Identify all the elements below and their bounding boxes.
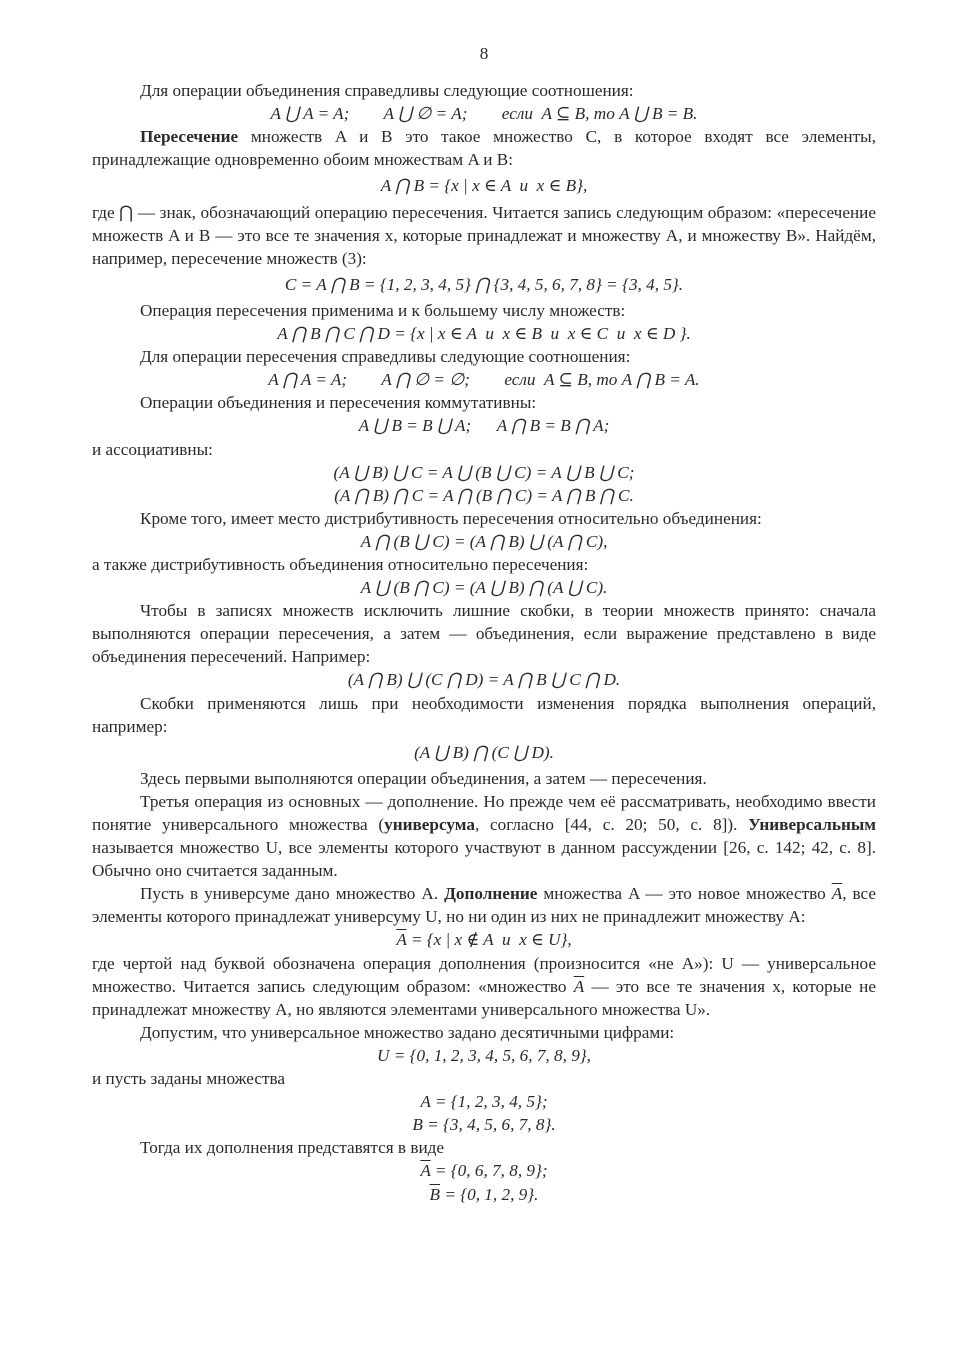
formula-text: A ⋂ B ⋂ C ⋂ D = {x | x ∈ A и x ∈ B и x ∈ C и x ∈ D }.: [277, 324, 691, 344]
formula: [92, 414, 876, 437]
formula-text: A ⋂ (B ⋃ C) = (A ⋂ B) ⋃ (A ⋂ C),: [360, 531, 608, 551]
formula-text: A = {1, 2, 3, 4, 5};: [420, 1092, 548, 1112]
paragraph: [92, 125, 876, 171]
text-run: , все элементы которого принадлежат универсуму U, но ни один из них не принадлежит множеству A:: [92, 884, 876, 927]
paragraph-text: Операция пересечения применима и к большему числу множеств:: [140, 300, 626, 320]
overlined-symbol: $\overline{B}$: [429, 1184, 441, 1204]
paragraph: [92, 79, 876, 102]
paragraph-text: и ассоциативны:: [92, 439, 213, 459]
paragraph: [92, 553, 876, 576]
paragraph-text: Допустим, что универсальное множество задано десятичными цифрами:: [140, 1022, 675, 1042]
formula: [92, 1044, 876, 1067]
text-run: называется множество U, все элементы которого участвуют в данном рассуждении [26, с. 142; 42, с. 8]. Обычно оно считается заданным.: [92, 838, 876, 881]
formula: [92, 322, 876, 345]
formula-text: (A ⋃ B) ⋃ C = A ⋃ (B ⋃ C) = A ⋃ B ⋃ C;: [333, 462, 635, 482]
formula: [92, 368, 876, 391]
paragraph-text: множеств A и B это такое множество C, в которое входят все элементы, принадлежащие одновременно обоим множествам A и B:: [92, 127, 876, 170]
text-run: Пусть в универсуме дано множество A.: [140, 884, 445, 904]
overlined-symbol: $\overline{A}$: [420, 1161, 431, 1181]
term-bold: универсума: [384, 815, 475, 834]
formula: [92, 1113, 876, 1136]
paragraph-text: а также дистрибутивность объединения относительно пересечения:: [92, 554, 589, 574]
formula-text: A ⋂ B = {x | x ∈ A и x ∈ B},: [380, 176, 588, 196]
paragraph: [92, 201, 876, 270]
formula-text: B = {3, 4, 5, 6, 7, 8}.: [412, 1115, 556, 1135]
formula: [92, 461, 876, 484]
paragraph-text: Скобки применяются лишь при необходимости изменения порядка выполнения операций, например:: [92, 693, 876, 736]
formula: [92, 273, 876, 296]
formula-text: A ⋃ A = A; A ⋃ ∅ = A; если A ⊆ B, то A ⋃ B = B.: [270, 104, 698, 124]
formula: [92, 576, 876, 599]
formula: [92, 530, 876, 553]
paragraph-text: Тогда их дополнения представятся в виде: [140, 1138, 445, 1158]
page-content: [92, 79, 876, 1206]
overlined-symbol: $\overline{A}$: [396, 930, 407, 950]
overlined-symbol: $\overline{A}$: [831, 884, 843, 904]
formula-text: A ⋂ A = A; A ⋂ ∅ = ∅; если A ⊆ B, то A ⋂ B = A.: [268, 370, 700, 390]
paragraph-text: Для операции объединения справедливы следующие соотношения:: [140, 81, 634, 101]
text-run: , согласно [44, с. 20; 50, с. 8]).: [474, 815, 749, 834]
formula-text: (A ⋂ B) ⋃ (C ⋂ D) = A ⋂ B ⋃ C ⋂ D.: [347, 670, 621, 690]
formula: [92, 1159, 876, 1182]
overlined-symbol: $\overline{A}$: [573, 976, 585, 996]
formula-text: (A ⋃ B) ⋂ (C ⋃ D).: [414, 742, 554, 762]
text-run: = {x | x ∉ A и x ∈ U},: [406, 930, 572, 950]
formula-text: (A ⋂ B) ⋂ C = A ⋂ (B ⋂ C) = A ⋂ B ⋂ C.: [334, 485, 634, 505]
paragraph-text: Для операции пересечения справедливы следующие соотношения:: [140, 347, 631, 367]
formula: [92, 1090, 876, 1113]
text-run: — это все те значения x, которые не принадлежат множеству A, но являются элементами универсального множества U».: [92, 976, 876, 1019]
text-run: Третья операция из основных — дополнение. Но прежде чем её рассматривать, необходимо ввести понятие универсального множества (: [92, 791, 876, 834]
paragraph: [92, 507, 876, 530]
paragraph-text: Операции объединения и пересечения коммутативны:: [140, 393, 537, 413]
text-run: = {0, 1, 2, 9}.: [440, 1184, 539, 1204]
paragraph-text: Чтобы в записях множеств исключить лишние скобки, в теории множеств принято: сначала выполняются операции пересечения, а затем — объединения, если выражение представлено в виде объединения пересечений. Например:: [92, 601, 876, 667]
paragraph: [92, 952, 876, 1021]
formula: [92, 102, 876, 125]
paragraph: [92, 391, 876, 414]
paragraph-text: Здесь первыми выполняются операции объединения, а затем — пересечения.: [140, 768, 707, 788]
paragraph: [92, 438, 876, 461]
paragraph-text: Кроме того, имеет место дистрибутивность пересечения относительно объединения:: [140, 508, 762, 528]
paragraph: [92, 299, 876, 322]
formula-text: A ⋃ B = B ⋃ A; A ⋂ B = B ⋂ A;: [358, 416, 610, 436]
paragraph: [92, 767, 876, 790]
formula: [92, 668, 876, 691]
formula-text: U = {0, 1, 2, 3, 4, 5, 6, 7, 8, 9},: [377, 1045, 591, 1065]
paragraph: [92, 1067, 876, 1090]
formula: [92, 928, 876, 951]
formula-text: A ⋃ (B ⋂ C) = (A ⋃ B) ⋂ (A ⋃ C).: [360, 578, 608, 598]
text-run: = {0, 6, 7, 8, 9};: [430, 1161, 548, 1181]
paragraph: [92, 692, 876, 738]
formula-text: C = A ⋂ B = {1, 2, 3, 4, 5} ⋂ {3, 4, 5, 6, 7, 8} = {3, 4, 5}.: [284, 274, 684, 294]
paragraph: [92, 882, 876, 928]
document-page: [92, 42, 876, 1206]
term-bold: Универсальным: [748, 815, 876, 834]
formula: [92, 484, 876, 507]
formula: [92, 174, 876, 197]
term-bold: Пересечение: [140, 127, 239, 147]
paragraph: [92, 599, 876, 668]
page-number: 8: [479, 44, 489, 63]
formula: [92, 1183, 876, 1206]
paragraph: [92, 1021, 876, 1044]
text-run: множества A — это новое множество: [537, 884, 832, 904]
paragraph: [92, 790, 876, 882]
paragraph: [92, 345, 876, 368]
paragraph-text: где ⋂ — знак, обозначающий операцию пересечения. Читается запись следующим образом: «пересечение множеств A и B — это все те значения x, которые принадлежат и множеству A, и множеству B». Найдём, например, пересечение множеств (3):: [92, 202, 876, 268]
formula: [92, 741, 876, 764]
term-bold: Дополнение: [444, 884, 538, 904]
paragraph-text: и пусть заданы множества: [92, 1069, 285, 1089]
text-run: где чертой над буквой обозначена операция дополнения (произносится «не A»): U — универсальное множество. Читается запись следующим образом: «множество: [92, 953, 876, 996]
paragraph: [92, 1136, 876, 1159]
